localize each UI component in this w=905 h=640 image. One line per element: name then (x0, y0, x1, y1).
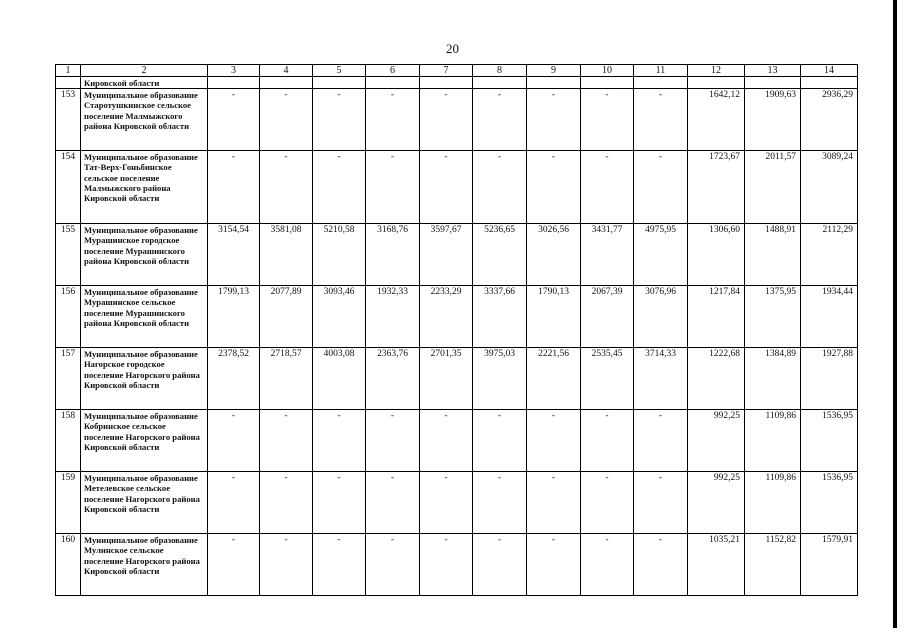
value-cell: 2535,45 (581, 348, 634, 410)
value-cell: 1035,21 (688, 534, 745, 596)
municipality-name: Муниципальное образование Мулинское сельское поселение Нагорского района Кировской области (81, 534, 208, 596)
row-number: 158 (56, 410, 81, 472)
column-header-5: 5 (313, 65, 366, 77)
value-cell: - (473, 472, 527, 534)
column-header-7: 7 (420, 65, 473, 77)
column-header-9: 9 (527, 65, 581, 77)
value-cell: - (313, 89, 366, 151)
value-cell: 2363,76 (366, 348, 420, 410)
value-cell: 1536,95 (801, 410, 858, 472)
value-cell: - (260, 410, 313, 472)
column-header-11: 11 (634, 65, 688, 77)
value-cell: 3154,54 (208, 224, 260, 286)
value-cell: 1799,13 (208, 286, 260, 348)
value-cell: - (581, 151, 634, 224)
value-cell: - (420, 89, 473, 151)
value-cell: - (634, 534, 688, 596)
municipality-name: Муниципальное образование Нагорское городское поселение Нагорского района Кировской области (81, 348, 208, 410)
column-header-10: 10 (581, 65, 634, 77)
column-header-1: 1 (56, 65, 81, 77)
value-cell: 3581,08 (260, 224, 313, 286)
value-cell: 1306,60 (688, 224, 745, 286)
value-cell: - (473, 151, 527, 224)
municipality-name: Муниципальное образование Старотушкинское сельское поселение Малмыжского района Кировской области (81, 89, 208, 151)
value-cell: 992,25 (688, 410, 745, 472)
data-table (55, 64, 858, 596)
value-cell: 2936,29 (801, 89, 858, 151)
value-cell: 1934,44 (801, 286, 858, 348)
value-cell: 1723,67 (688, 151, 745, 224)
value-cell: 1909,63 (745, 89, 801, 151)
value-cell: 1536,95 (801, 472, 858, 534)
value-cell: - (634, 472, 688, 534)
row-number: 157 (56, 348, 81, 410)
value-cell: - (208, 472, 260, 534)
column-header-6: 6 (366, 65, 420, 77)
value-cell: - (208, 151, 260, 224)
value-cell: 1642,12 (688, 89, 745, 151)
municipality-name: Муниципальное образование Мурашинское сельское поселение Мурашинского района Кировской области (81, 286, 208, 348)
value-cell: - (208, 410, 260, 472)
value-cell: - (473, 534, 527, 596)
value-cell: - (260, 534, 313, 596)
value-cell: 1217,84 (688, 286, 745, 348)
continuation-text: Кировской области (81, 77, 208, 89)
value-cell: - (527, 472, 581, 534)
row-number: 155 (56, 224, 81, 286)
value-cell: - (313, 472, 366, 534)
municipality-name: Муниципальное образование Мурашинское городское поселение Мурашинского района Кировской области (81, 224, 208, 286)
row-number: 154 (56, 151, 81, 224)
value-cell: 3089,24 (801, 151, 858, 224)
value-cell: 3431,77 (581, 224, 634, 286)
value-cell: 1375,95 (745, 286, 801, 348)
value-cell: - (313, 410, 366, 472)
column-header-2: 2 (81, 65, 208, 77)
value-cell: 3975,03 (473, 348, 527, 410)
value-cell: - (581, 472, 634, 534)
table-row (56, 286, 858, 348)
value-cell: - (420, 534, 473, 596)
column-header-8: 8 (473, 65, 527, 77)
value-cell: - (420, 472, 473, 534)
value-cell: 2221,56 (527, 348, 581, 410)
value-cell: - (366, 151, 420, 224)
municipality-name: Муниципальное образование Тат-Верх-Гоньбинское сельское поселение Малмыжского района Кировской области (81, 151, 208, 224)
value-cell: - (420, 410, 473, 472)
value-cell: - (634, 410, 688, 472)
value-cell: 3714,33 (634, 348, 688, 410)
value-cell: 1109,86 (745, 472, 801, 534)
value-cell: - (260, 151, 313, 224)
value-cell: - (260, 89, 313, 151)
value-cell: 1932,33 (366, 286, 420, 348)
column-header-3: 3 (208, 65, 260, 77)
value-cell: 3026,56 (527, 224, 581, 286)
value-cell: 2701,35 (420, 348, 473, 410)
value-cell: 2378,52 (208, 348, 260, 410)
row-number: 160 (56, 534, 81, 596)
value-cell: - (366, 534, 420, 596)
column-header-12: 12 (688, 65, 745, 77)
value-cell: - (420, 151, 473, 224)
column-header-13: 13 (745, 65, 801, 77)
table-row (56, 151, 858, 224)
municipality-name: Муниципальное образование Метелевское сельское поселение Нагорского района Кировской области (81, 472, 208, 534)
value-cell: 2718,57 (260, 348, 313, 410)
value-cell: - (527, 410, 581, 472)
row-number: 159 (56, 472, 81, 534)
value-cell: 2011,57 (745, 151, 801, 224)
value-cell: - (634, 151, 688, 224)
value-cell: - (581, 534, 634, 596)
continuation-row (56, 77, 858, 89)
value-cell: 4975,95 (634, 224, 688, 286)
table-cell (56, 77, 81, 89)
value-cell: - (634, 89, 688, 151)
table-row (56, 410, 858, 472)
value-cell: - (260, 472, 313, 534)
value-cell: 5210,58 (313, 224, 366, 286)
value-cell: - (313, 534, 366, 596)
value-cell: 3337,66 (473, 286, 527, 348)
value-cell: 1579,91 (801, 534, 858, 596)
value-cell: - (366, 472, 420, 534)
value-cell: - (527, 151, 581, 224)
value-cell: 4003,08 (313, 348, 366, 410)
value-cell: 2112,29 (801, 224, 858, 286)
value-cell: - (527, 89, 581, 151)
value-cell: 2233,29 (420, 286, 473, 348)
value-cell: 3597,67 (420, 224, 473, 286)
value-cell: 3093,46 (313, 286, 366, 348)
value-cell: 3076,96 (634, 286, 688, 348)
column-header-4: 4 (260, 65, 313, 77)
table-row (56, 472, 858, 534)
value-cell: - (313, 151, 366, 224)
row-number: 153 (56, 89, 81, 151)
value-cell: 1109,86 (745, 410, 801, 472)
value-cell: 3168,76 (366, 224, 420, 286)
table-row (56, 348, 858, 410)
value-cell: 1927,88 (801, 348, 858, 410)
column-header-14: 14 (801, 65, 858, 77)
value-cell: - (473, 89, 527, 151)
value-cell: 2077,89 (260, 286, 313, 348)
table-row (56, 224, 858, 286)
value-cell: - (473, 410, 527, 472)
value-cell: 1384,89 (745, 348, 801, 410)
value-cell: 5236,65 (473, 224, 527, 286)
value-cell: 1222,68 (688, 348, 745, 410)
header-row (56, 65, 858, 77)
value-cell: - (208, 89, 260, 151)
value-cell: 2067,39 (581, 286, 634, 348)
value-cell: - (527, 534, 581, 596)
value-cell: - (208, 534, 260, 596)
page-number: 20 (446, 41, 459, 56)
table-row (56, 534, 858, 596)
table-row (56, 89, 858, 151)
municipality-name: Муниципальное образование Кобринское сельское поселение Нагорского района Кировской области (81, 410, 208, 472)
value-cell: - (581, 410, 634, 472)
scan-edge-bar (893, 0, 897, 628)
value-cell: 1790,13 (527, 286, 581, 348)
value-cell: 1488,91 (745, 224, 801, 286)
value-cell: 992,25 (688, 472, 745, 534)
value-cell: - (581, 89, 634, 151)
value-cell: 1152,82 (745, 534, 801, 596)
value-cell: - (366, 410, 420, 472)
value-cell: - (366, 89, 420, 151)
row-number: 156 (56, 286, 81, 348)
